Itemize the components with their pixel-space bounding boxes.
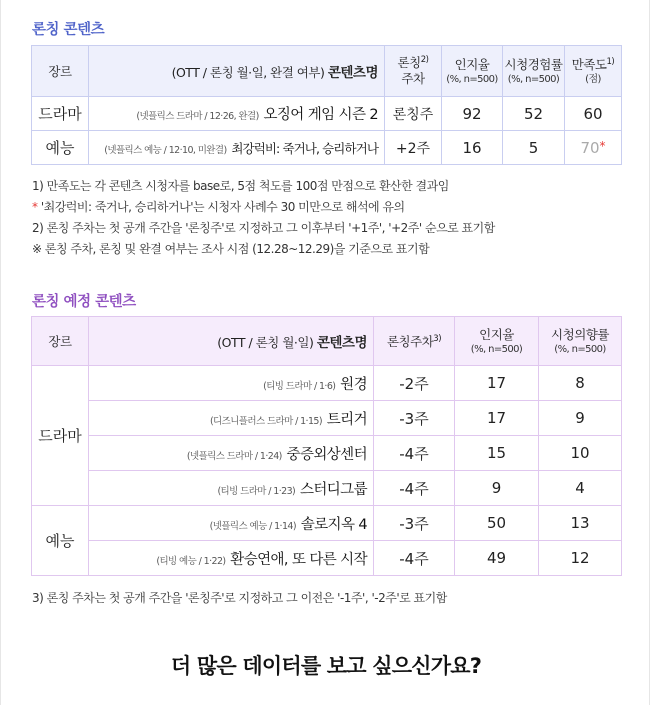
table-row [32,401,622,436]
cell-awareness: 15 [455,436,539,471]
cell-week: -4주 [374,471,455,506]
cell-title [89,471,374,506]
cell-intent: 4 [539,471,622,506]
cell-week: -4주 [374,541,455,576]
header-title [89,317,374,366]
cell-intent: 9 [539,401,622,436]
cell-title [89,541,374,576]
cell-content-name: 중증외상센터 [286,446,367,463]
header-title-sub: (OTT / 론칭 월·일, 완결 여부) [171,65,325,80]
header-awareness-main: 인지율 [454,56,490,72]
header-genre: 장르 [32,46,89,97]
cell-title [89,436,374,471]
cell-intent: 8 [539,366,622,401]
cell-title [89,131,385,165]
asterisk-mark: * [32,200,38,214]
cell-meta: (넷플릭스 예능 / 1·14) [209,520,296,532]
cell-week: -3주 [374,506,455,541]
cell-satisfaction [565,131,622,165]
cell-meta: (넷플릭스 예능 / 12·10, 미완결) [104,144,227,156]
cell-content-name: 환승연애, 또 다른 시작 [230,551,367,568]
table-row [32,471,622,506]
header-intent [539,317,622,366]
header-genre: 장르 [32,317,89,366]
footnote-asterisk-text: '최강럭비: 죽거나, 승리하거나'는 시청자 사례수 30 미만으로 해석에 유의 [37,200,405,214]
table-header-row [32,46,622,97]
low-sample-mark: * [599,138,606,153]
cell-experience: 52 [503,97,565,131]
header-satisfaction-sub: (점) [585,73,601,85]
cell-intent: 12 [539,541,622,576]
header-week-label: 론칭주차 [386,334,434,349]
cell-title [89,97,385,131]
cell-week: -2주 [374,366,455,401]
header-title-main: 콘텐츠명 [327,65,378,81]
cell-awareness: 17 [455,401,539,436]
header-launch-week [385,46,442,97]
header-awareness-sub: (%, n=500) [470,343,523,355]
table-row [32,436,622,471]
header-title-main: 콘텐츠명 [316,335,367,351]
cell-week: 론칭주 [385,97,442,131]
cell-content-name: 오징어 게임 시즌 2 [263,107,378,123]
cell-content-name: 최강럭비: 죽거나, 승리하거나 [231,140,378,156]
footnote-ref-1: 1) [606,56,615,67]
footnote-3: 3) 론칭 주차는 첫 공개 주간을 '론칭주'로 지정하고 그 이전은 '-1주', '-2주'로 표기함 [32,591,447,605]
cell-content-name: 트리거 [326,411,367,428]
cell-awareness: 49 [455,541,539,576]
cell-awareness: 92 [442,97,503,131]
header-awareness [455,317,539,366]
cell-title [89,506,374,541]
header-awareness [442,46,503,97]
cell-genre: 드라마 [32,366,89,506]
cell-week: -3주 [374,401,455,436]
footnote-asterisk [32,197,495,218]
cell-title [89,401,374,436]
footnote-ref-3: 3) [433,333,442,344]
header-week-line1: 론칭 [397,55,421,70]
upcoming-content-table [31,316,622,576]
header-intent-sub: (%, n=500) [554,343,606,355]
header-title-sub: (OTT / 론칭 월·일) [217,335,314,350]
more-data-cta[interactable]: 더 많은 데이터를 보고 싶으신가요? [170,654,482,678]
header-awareness-sub: (%, n=500) [446,73,498,85]
cell-awareness: 17 [455,366,539,401]
section2-footnotes [32,588,447,609]
cell-meta: (넷플릭스 드라마 / 1·24) [186,450,282,462]
header-satisfaction-main: 만족도 [571,56,607,72]
launched-content-table [31,45,622,165]
table-row [32,506,622,541]
header-experience-main: 시청경험률 [504,56,563,72]
cell-awareness: 9 [455,471,539,506]
table-row [32,541,622,576]
header-title [89,46,385,97]
header-experience-sub: (%, n=500) [507,73,560,85]
cell-title [89,366,374,401]
section1-footnotes [32,176,495,260]
cell-genre: 드라마 [32,97,89,131]
table-row [32,131,622,165]
cell-awareness: 50 [455,506,539,541]
cell-genre: 예능 [32,506,89,576]
cell-meta: (넷플릭스 드라마 / 12·26, 완결) [136,111,259,122]
cell-satisfaction [565,97,622,131]
cell-meta: (티빙 드라마 / 1·23) [217,485,296,497]
cell-awareness: 16 [442,131,503,165]
header-experience [503,46,565,97]
satisfaction-value: 60 [583,104,603,123]
table-header-row [32,317,622,366]
table-row [32,366,622,401]
header-launch-week [374,317,455,366]
header-satisfaction [565,46,622,97]
cell-meta: (티빙 드라마 / 1·6) [263,380,336,392]
header-awareness-main: 인지율 [479,326,514,342]
header-week-line2: 주차 [401,71,425,86]
header-intent-main: 시청의향률 [551,326,609,342]
cell-intent: 10 [539,436,622,471]
section-title-launched: 론칭 콘텐츠 [32,22,105,38]
cell-content-name: 솔로지옥 4 [300,516,367,533]
cell-meta: (티빙 예능 / 1·22) [156,555,226,567]
section-title-upcoming: 론칭 예정 콘텐츠 [32,294,136,310]
cell-content-name: 스터디그룹 [299,481,367,498]
cell-week: +2주 [385,131,442,165]
cell-week: -4주 [374,436,455,471]
cell-intent: 13 [539,506,622,541]
footnote-reference-note: ※ 론칭 주차, 론칭 및 완결 여부는 조사 시점 (12.28~12.29)을 기준으로 표기함 [32,242,430,256]
footnote-2: 2) 론칭 주차는 첫 공개 주간을 '론칭주'로 지정하고 그 이후부터 '+1주', '+2주' 순으로 표기함 [32,221,495,235]
cell-experience: 5 [503,131,565,165]
table-row [32,97,622,131]
satisfaction-value: 70 [580,138,600,157]
cell-meta: (디즈니플러스 드라마 / 1·15) [209,415,322,427]
footnote-ref-2: 2) [420,54,429,65]
footnote-1: 1) 만족도는 각 콘텐츠 시청자를 base로, 5점 척도를 100점 만점으로 환산한 결과임 [32,179,449,193]
cell-genre: 예능 [32,131,89,165]
cell-content-name: 원경 [340,376,367,393]
